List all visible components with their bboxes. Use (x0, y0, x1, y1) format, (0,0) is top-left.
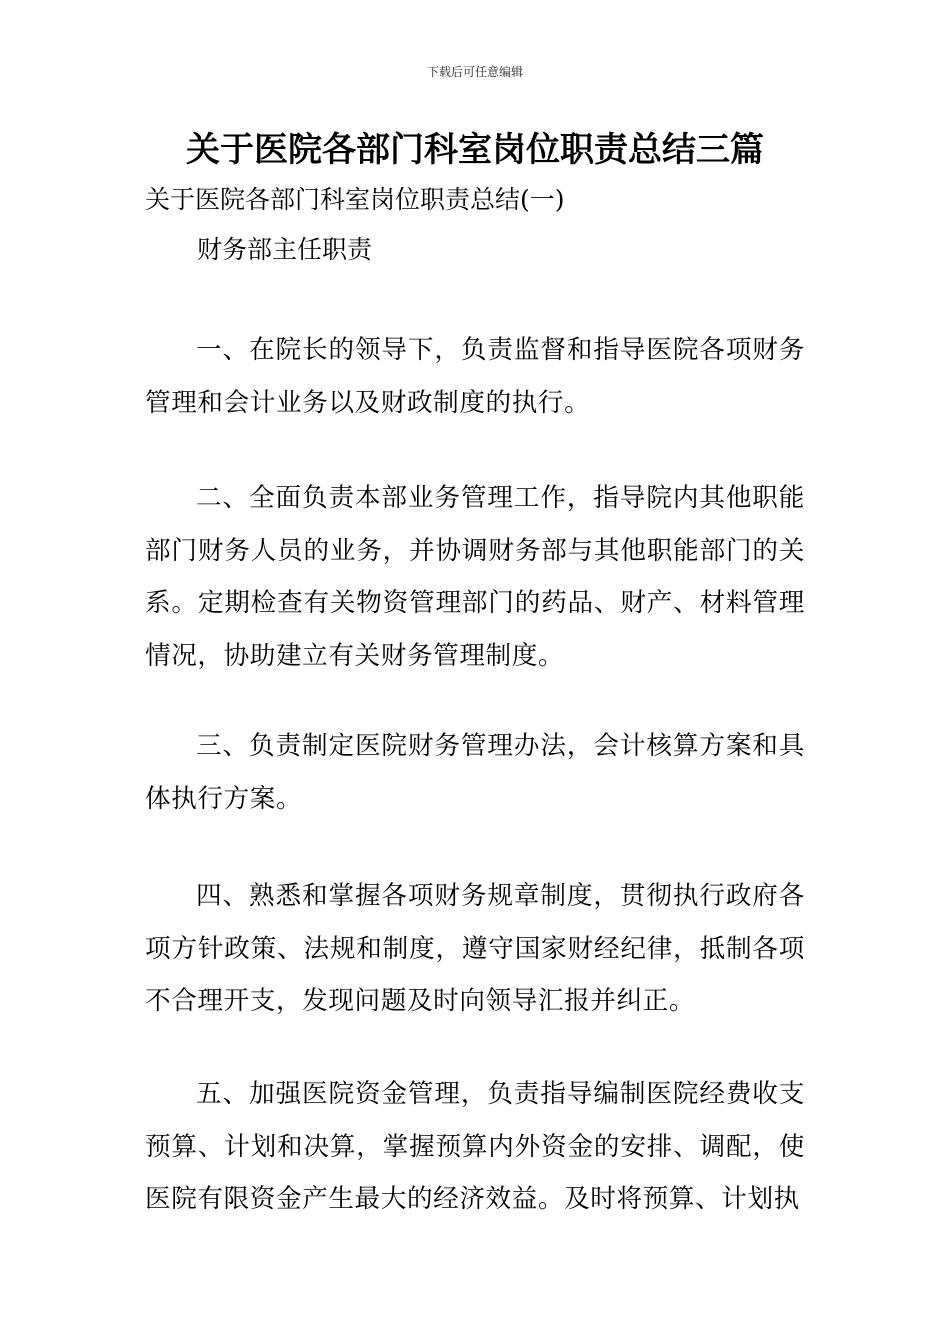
duty-paragraph-2: 二、全面负责本部业务管理工作，指导院内其他职能部门财务人员的业务，并协调财务部与其他职能部门的关系。定期检查有关物资管理部门的药品、财产、材料管理情况，协助建立有关财务管理制度。 (145, 483, 805, 671)
section-heading: 关于医院各部门科室岗位职责总结(一) (145, 185, 565, 214)
duty-paragraph-4: 四、熟悉和掌握各项财务规章制度，贯彻执行政府各项方针政策、法规和制度，遵守国家财经纪律，抵制各项不合理开支，发现问题及时向领导汇报并纠正。 (145, 881, 805, 1016)
duty-paragraph-3: 三、负责制定医院财务管理办法，会计核算方案和具体执行方案。 (145, 731, 805, 814)
duty-paragraph-1: 一、在院长的领导下，负责监督和指导医院各项财务管理和会计业务以及财政制度的执行。 (145, 335, 805, 418)
document-title: 关于医院各部门科室岗位职责总结三篇 (186, 130, 764, 170)
header-note: 下载后可任意编辑 (426, 65, 523, 79)
duty-paragraph-5: 五、加强医院资金管理，负责指导编制医院经费收支预算、计划和决算，掌握预算内外资金的安排、调配，使医院有限资金产生最大的经济效益。及时将预算、计划执 (145, 1079, 805, 1214)
role-heading: 财务部主任职责 (197, 235, 373, 264)
